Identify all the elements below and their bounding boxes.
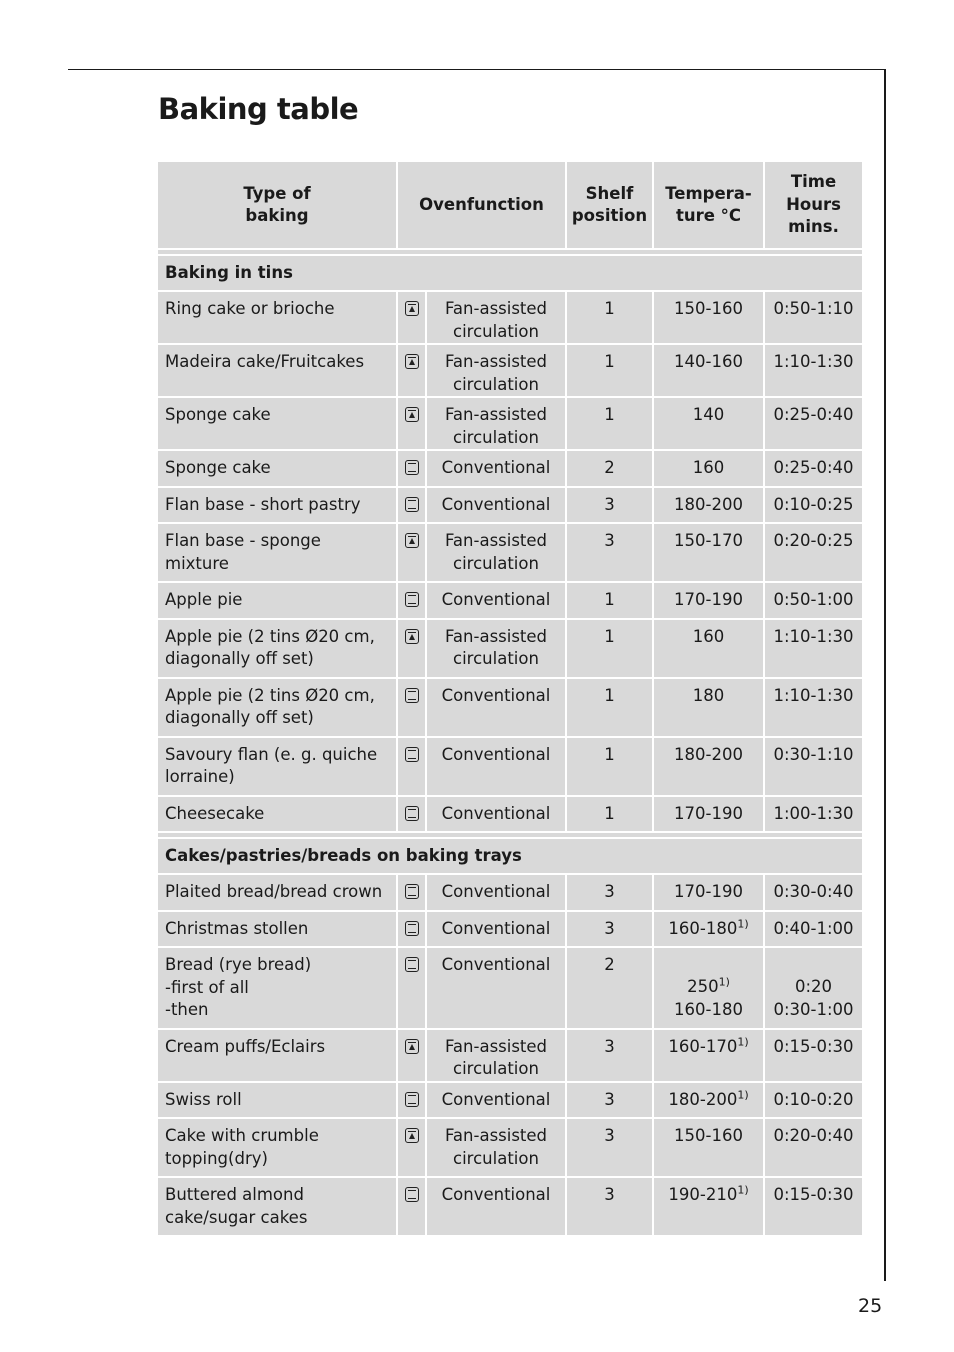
cell-function-icon	[398, 1119, 427, 1178]
cell-oven-function: Conventional	[427, 488, 567, 525]
cell-type-of-baking	[158, 583, 398, 620]
baking-type-text: Bread (rye bread)	[165, 955, 312, 974]
cell-time: 0:15-0:30	[765, 1178, 862, 1237]
cell-shelf-position: 3	[567, 524, 654, 583]
cell-shelf-position: 3	[567, 488, 654, 525]
baking-type-step: -first of all	[165, 977, 249, 997]
fan-assisted-icon	[405, 629, 419, 644]
cell-temperature	[654, 292, 765, 345]
table-row	[158, 1030, 862, 1083]
cell-function-icon	[398, 488, 427, 525]
table-row	[158, 583, 862, 620]
baking-type-text: Sponge cake	[165, 405, 271, 424]
baking-type-text: Swiss roll	[165, 1089, 242, 1109]
cell-time: 0:50-1:00	[765, 583, 862, 620]
cell-shelf-position: 3	[567, 875, 654, 912]
table-row	[158, 620, 862, 679]
conventional-icon	[405, 1187, 419, 1202]
cell-oven-function: Conventional	[427, 912, 567, 949]
cell-function-icon	[398, 620, 427, 679]
cell-time: 0:15-0:30	[765, 1030, 862, 1083]
cell-time: 0:30-0:40	[765, 875, 862, 912]
header-shelf-position	[567, 162, 654, 250]
header-type-line: Type of	[243, 183, 311, 203]
cell-type-of-baking	[158, 451, 398, 488]
temperature-value: 170-190	[674, 803, 743, 823]
cell-function-icon	[398, 875, 427, 912]
header-shelf-line: Shelf	[585, 183, 634, 203]
cell-type-of-baking	[158, 620, 398, 679]
cell-time: 1:00-1:30	[765, 797, 862, 834]
baking-type-text: Flan base - short pastry	[165, 494, 361, 514]
temperature-value: 160	[692, 626, 725, 646]
cell-function-icon	[398, 451, 427, 488]
baking-type-text: Buttered almond cake/sugar cakes	[165, 1185, 308, 1227]
header-type-line: baking	[245, 206, 309, 225]
temperature-value: 140-160	[674, 352, 743, 371]
header-temp-line: Tempera-	[665, 183, 752, 203]
baking-type-text: Flan base - sponge mixture	[165, 531, 321, 573]
cell-shelf-position: 2	[567, 948, 654, 1030]
cell-type-of-baking	[158, 948, 398, 1030]
cell-type-of-baking	[158, 679, 398, 738]
cell-temperature	[654, 524, 765, 583]
cell-shelf-position: 1	[567, 292, 654, 345]
section-heading: Cakes/pastries/breads on baking trays	[158, 839, 862, 875]
temperature-value: 180	[692, 685, 725, 705]
cell-oven-function: Fan-assisted circulation	[427, 1030, 567, 1083]
cell-type-of-baking	[158, 488, 398, 525]
baking-type-text: Cheesecake	[165, 803, 265, 823]
cell-temperature	[654, 1030, 765, 1083]
temperature-value: 190-210	[668, 1185, 738, 1204]
page-title: Baking table	[158, 92, 359, 126]
temperature-value: 160	[692, 458, 725, 477]
cell-time: 0:10-0:20	[765, 1083, 862, 1120]
header-shelf-line: position	[571, 206, 648, 225]
header-time-line: Time	[790, 172, 837, 192]
time-line: 0:30-1:00	[773, 999, 854, 1019]
cell-time	[765, 948, 862, 1030]
cell-temperature	[654, 451, 765, 488]
conventional-icon	[405, 497, 419, 512]
cell-function-icon	[398, 345, 427, 398]
cell-temperature	[654, 797, 765, 834]
table-row	[158, 345, 862, 398]
cell-temperature	[654, 679, 765, 738]
header-temp-line: ture °C	[675, 206, 742, 225]
temperature-value: 180-200	[674, 744, 743, 764]
cell-time: 0:10-0:25	[765, 488, 862, 525]
cell-oven-function: Fan-assisted circulation	[427, 1119, 567, 1178]
baking-type-text: Christmas stollen	[165, 918, 309, 938]
cell-function-icon	[398, 1083, 427, 1120]
temperature-value: 160-170	[668, 1036, 738, 1056]
temperature-value: 180-200	[674, 494, 743, 514]
header-time	[765, 162, 862, 250]
cell-function-icon	[398, 797, 427, 834]
cell-type-of-baking	[158, 345, 398, 398]
table-row	[158, 398, 862, 451]
temperature-value: 170-190	[674, 882, 743, 901]
conventional-icon	[405, 1092, 419, 1107]
cell-function-icon	[398, 1178, 427, 1237]
cell-temperature	[654, 583, 765, 620]
cell-function-icon	[398, 912, 427, 949]
table-row	[158, 679, 862, 738]
cell-type-of-baking	[158, 912, 398, 949]
cell-time: 0:50-1:10	[765, 292, 862, 345]
cell-type-of-baking	[158, 524, 398, 583]
table-row	[158, 948, 862, 1030]
cell-function-icon	[398, 738, 427, 797]
conventional-icon	[405, 592, 419, 607]
header-time-line: mins.	[788, 217, 839, 237]
cell-time: 1:10-1:30	[765, 620, 862, 679]
table-row	[158, 1119, 862, 1178]
cell-shelf-position: 1	[567, 797, 654, 834]
header-time-line: Hours	[786, 194, 841, 214]
cell-time: 1:10-1:30	[765, 345, 862, 398]
cell-type-of-baking	[158, 1030, 398, 1083]
table-row	[158, 292, 862, 345]
fan-assisted-icon	[405, 407, 419, 422]
baking-type-text: Savoury flan (e. g. quiche lorraine)	[165, 744, 378, 786]
baking-type-step: -then	[165, 1000, 209, 1019]
cell-oven-function: Conventional	[427, 797, 567, 834]
cell-type-of-baking	[158, 1119, 398, 1178]
cell-temperature	[654, 948, 765, 1030]
cell-function-icon	[398, 1030, 427, 1083]
footnote-marker: 1)	[737, 1035, 749, 1048]
cell-function-icon	[398, 398, 427, 451]
cell-oven-function: Conventional	[427, 583, 567, 620]
baking-type-text: Apple pie (2 tins Ø20 cm, diagonally off set)	[165, 626, 375, 668]
temperature-value: 250	[687, 977, 719, 996]
right-margin-rule	[884, 69, 886, 1281]
baking-type-text: Sponge cake	[165, 458, 271, 477]
cell-time: 0:20-0:40	[765, 1119, 862, 1178]
section-heading: Baking in tins	[158, 256, 862, 292]
cell-temperature	[654, 345, 765, 398]
cell-type-of-baking	[158, 1083, 398, 1120]
page-number: 25	[858, 1295, 883, 1317]
temperature-line: 160-180	[674, 999, 743, 1019]
cell-oven-function: Conventional	[427, 1178, 567, 1237]
cell-type-of-baking	[158, 738, 398, 797]
cell-shelf-position: 1	[567, 679, 654, 738]
cell-shelf-position: 1	[567, 620, 654, 679]
cell-type-of-baking	[158, 398, 398, 451]
cell-function-icon	[398, 679, 427, 738]
cell-time: 1:10-1:30	[765, 679, 862, 738]
temperature-value: 150-160	[674, 1126, 743, 1145]
table-row	[158, 738, 862, 797]
footnote-marker: 1)	[737, 917, 749, 930]
table-row	[158, 912, 862, 949]
cell-type-of-baking	[158, 797, 398, 834]
footnote-marker: 1)	[718, 975, 730, 989]
header-oven-function: Ovenfunction	[398, 162, 567, 250]
fan-assisted-icon	[405, 301, 419, 316]
time-line: 0:20	[794, 977, 833, 996]
cell-function-icon	[398, 948, 427, 1030]
cell-oven-function: Conventional	[427, 679, 567, 738]
table-row	[158, 1178, 862, 1237]
cell-time: 0:25-0:40	[765, 451, 862, 488]
cell-temperature	[654, 488, 765, 525]
cell-shelf-position: 1	[567, 738, 654, 797]
section-heading-row	[158, 256, 862, 292]
temperature-value: 150-160	[674, 299, 743, 318]
footnote-marker: 1)	[737, 1183, 749, 1197]
baking-type-text: Apple pie	[165, 590, 243, 609]
baking-type-text: Cream puffs/Eclairs	[165, 1036, 326, 1056]
cell-temperature	[654, 875, 765, 912]
cell-function-icon	[398, 583, 427, 620]
cell-shelf-position: 3	[567, 1030, 654, 1083]
conventional-icon	[405, 806, 419, 821]
cell-time: 0:30-1:10	[765, 738, 862, 797]
cell-oven-function: Conventional	[427, 451, 567, 488]
table-row	[158, 1083, 862, 1120]
conventional-icon	[405, 921, 419, 936]
cell-temperature	[654, 1178, 765, 1237]
cell-oven-function: Fan-assisted circulation	[427, 292, 567, 345]
conventional-icon	[405, 688, 419, 703]
baking-table	[158, 162, 862, 1237]
footnote-marker: 1)	[737, 1088, 749, 1101]
baking-type-text: Cake with crumble topping(dry)	[165, 1126, 319, 1168]
cell-function-icon	[398, 524, 427, 583]
baking-type-text: Plaited bread/bread crown	[165, 882, 383, 901]
cell-temperature	[654, 620, 765, 679]
cell-temperature	[654, 1119, 765, 1178]
cell-temperature	[654, 738, 765, 797]
cell-time: 0:25-0:40	[765, 398, 862, 451]
baking-type-text: Madeira cake/Fruitcakes	[165, 352, 365, 371]
cell-time: 0:40-1:00	[765, 912, 862, 949]
cell-oven-function: Conventional	[427, 875, 567, 912]
cell-shelf-position: 1	[567, 345, 654, 398]
cell-shelf-position: 1	[567, 398, 654, 451]
table-header-row	[158, 162, 862, 250]
table-row	[158, 797, 862, 834]
top-rule	[68, 69, 886, 70]
temperature-value: 180-200	[668, 1089, 738, 1109]
temperature-value: 160-180	[668, 918, 738, 938]
fan-assisted-icon	[405, 533, 419, 548]
cell-oven-function: Fan-assisted circulation	[427, 398, 567, 451]
fan-assisted-icon	[405, 1128, 419, 1143]
fan-assisted-icon	[405, 354, 419, 369]
table-row	[158, 875, 862, 912]
table-row	[158, 524, 862, 583]
table-row	[158, 488, 862, 525]
cell-shelf-position: 3	[567, 1083, 654, 1120]
cell-type-of-baking	[158, 292, 398, 345]
fan-assisted-icon	[405, 1039, 419, 1054]
cell-shelf-position: 2	[567, 451, 654, 488]
cell-oven-function: Fan-assisted circulation	[427, 345, 567, 398]
cell-oven-function: Conventional	[427, 948, 567, 1030]
header-temperature	[654, 162, 765, 250]
cell-type-of-baking	[158, 1178, 398, 1237]
cell-oven-function: Conventional	[427, 738, 567, 797]
baking-type-text: Apple pie (2 tins Ø20 cm, diagonally off set)	[165, 685, 375, 727]
cell-shelf-position: 3	[567, 1178, 654, 1237]
header-type-of-baking	[158, 162, 398, 250]
cell-oven-function: Fan-assisted circulation	[427, 620, 567, 679]
cell-temperature	[654, 398, 765, 451]
section-heading-row	[158, 839, 862, 875]
cell-shelf-position: 3	[567, 1119, 654, 1178]
temperature-value: 150-170	[674, 531, 743, 550]
conventional-icon	[405, 884, 419, 899]
cell-oven-function: Conventional	[427, 1083, 567, 1120]
cell-temperature	[654, 912, 765, 949]
cell-time: 0:20-0:25	[765, 524, 862, 583]
cell-shelf-position: 3	[567, 912, 654, 949]
cell-temperature	[654, 1083, 765, 1120]
cell-shelf-position: 1	[567, 583, 654, 620]
cell-oven-function: Fan-assisted circulation	[427, 524, 567, 583]
table-row	[158, 451, 862, 488]
cell-function-icon	[398, 292, 427, 345]
temperature-value: 170-190	[674, 590, 743, 609]
cell-type-of-baking	[158, 875, 398, 912]
baking-type-text: Ring cake or brioche	[165, 299, 335, 318]
temperature-line	[654, 976, 763, 999]
conventional-icon	[405, 460, 419, 475]
conventional-icon	[405, 957, 419, 972]
conventional-icon	[405, 747, 419, 762]
temperature-value: 140	[692, 405, 725, 424]
